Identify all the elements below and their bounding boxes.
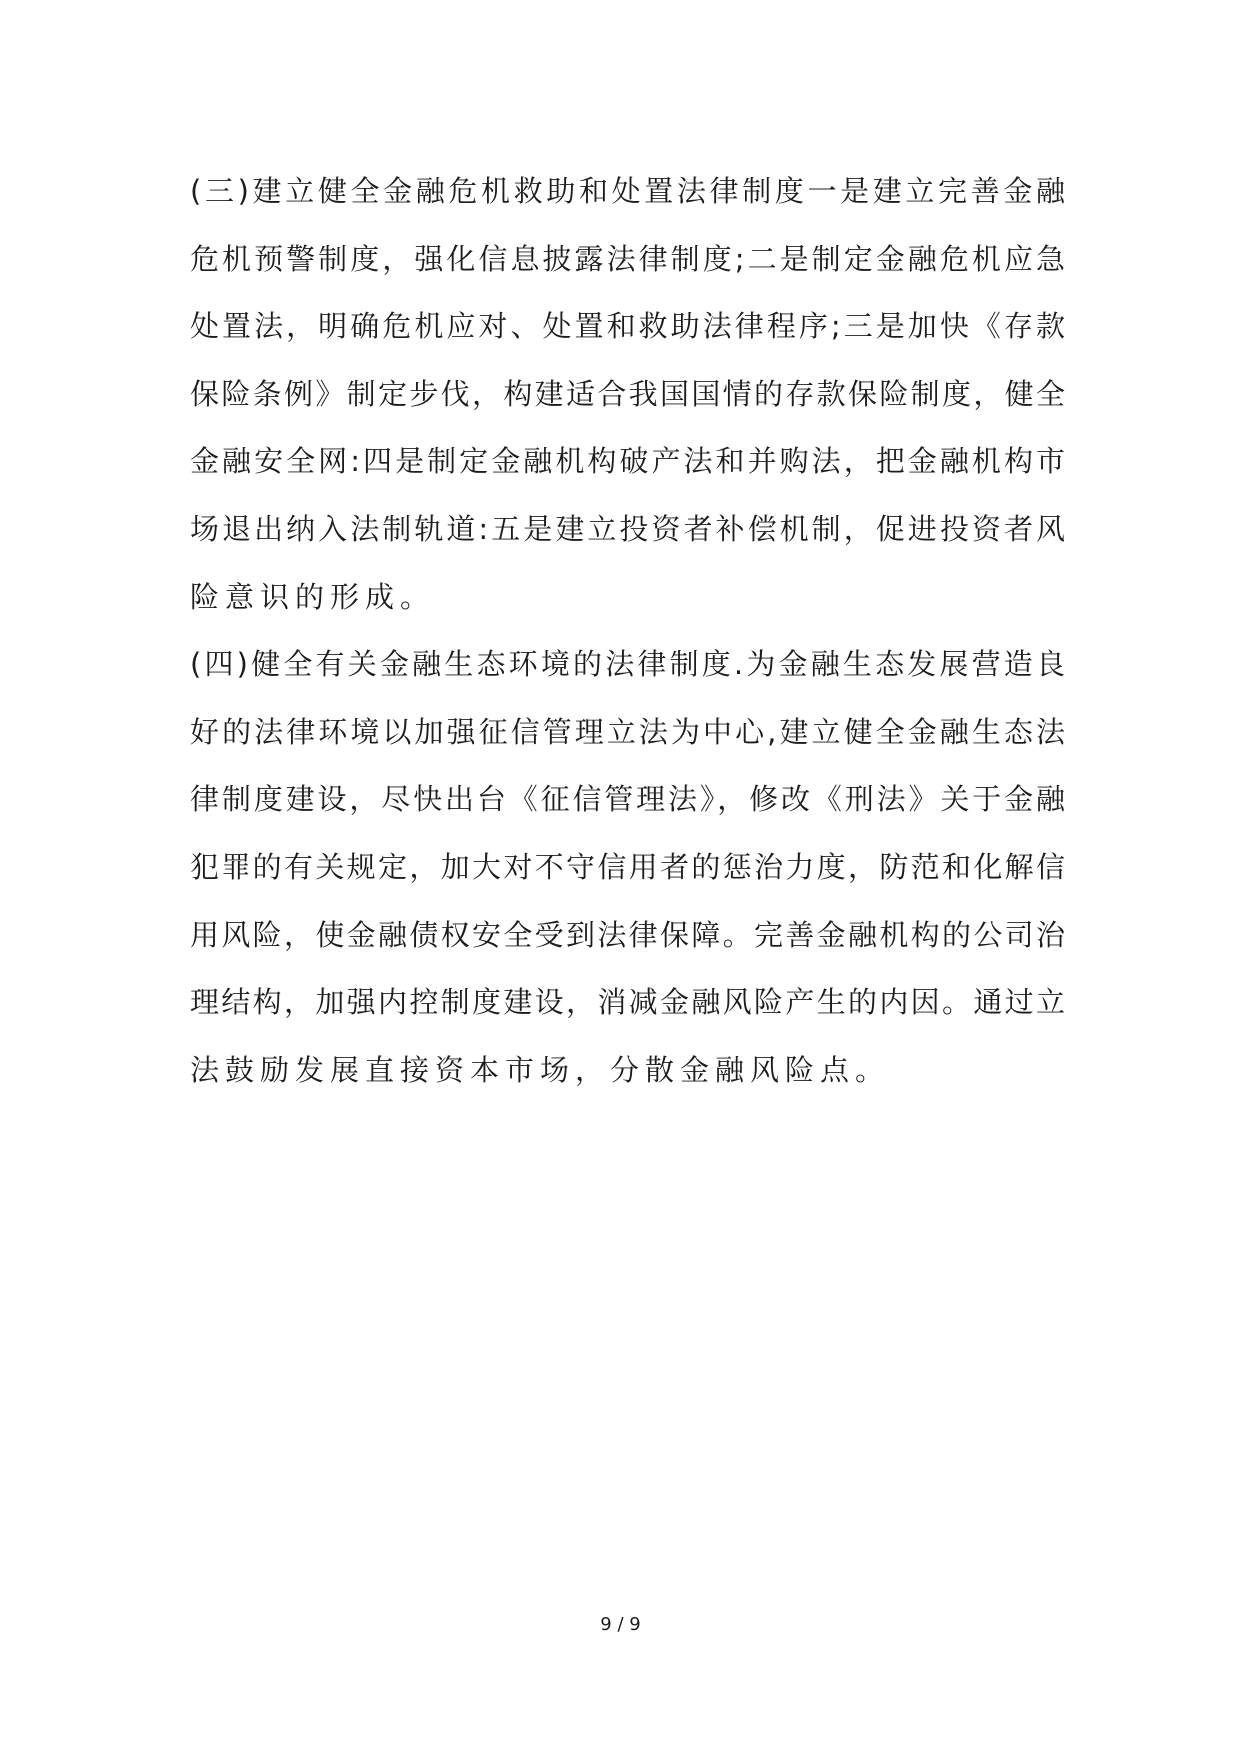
text-line: 危机预警制度，强化信息披露法律制度;二是制定金融危机应急 — [190, 241, 1065, 276]
text-line: (三)建立健全金融危机救助和处置法律制度一是建立完善金融 — [190, 174, 1065, 208]
text-line: (四)健全有关金融生态环境的法律制度.为金融生态发展营造良 — [190, 647, 1065, 682]
text-line: 法鼓励发展直接资本市场，分散金融风险点。 — [190, 1052, 891, 1087]
paragraph-four — [190, 631, 1065, 1104]
text-line: 场退出纳入法制轨道:五是建立投资者补偿机制，促进投资者风 — [190, 511, 1065, 546]
document-body — [190, 158, 1065, 1104]
page-number: 9 / 9 — [600, 1614, 641, 1635]
text-line: 保险条例》制定步伐，构建适合我国国情的存款保险制度，健全 — [190, 376, 1065, 411]
text-line: 处置法，明确危机应对、处置和救助法律程序;三是加快《存款 — [190, 309, 1065, 344]
text-line: 理结构，加强内控制度建设，消减金融风险产生的内因。通过立 — [190, 985, 1065, 1020]
text-line: 好的法律环境以加强征信管理立法为中心,建立健全金融生态法 — [190, 714, 1065, 749]
paragraph-three — [190, 158, 1065, 631]
text-line: 用风险，使金融债权安全受到法律保障。完善金融机构的公司治 — [190, 917, 1065, 952]
text-line: 犯罪的有关规定，加大对不守信用者的惩治力度，防范和化解信 — [190, 849, 1065, 884]
text-line: 律制度建设，尽快出台《征信管理法》，修改《刑法》关于金融 — [190, 782, 1065, 817]
text-line: 险意识的形成。 — [190, 579, 436, 614]
text-line: 金融安全网:四是制定金融机构破产法和并购法，把金融机构市 — [190, 444, 1065, 479]
